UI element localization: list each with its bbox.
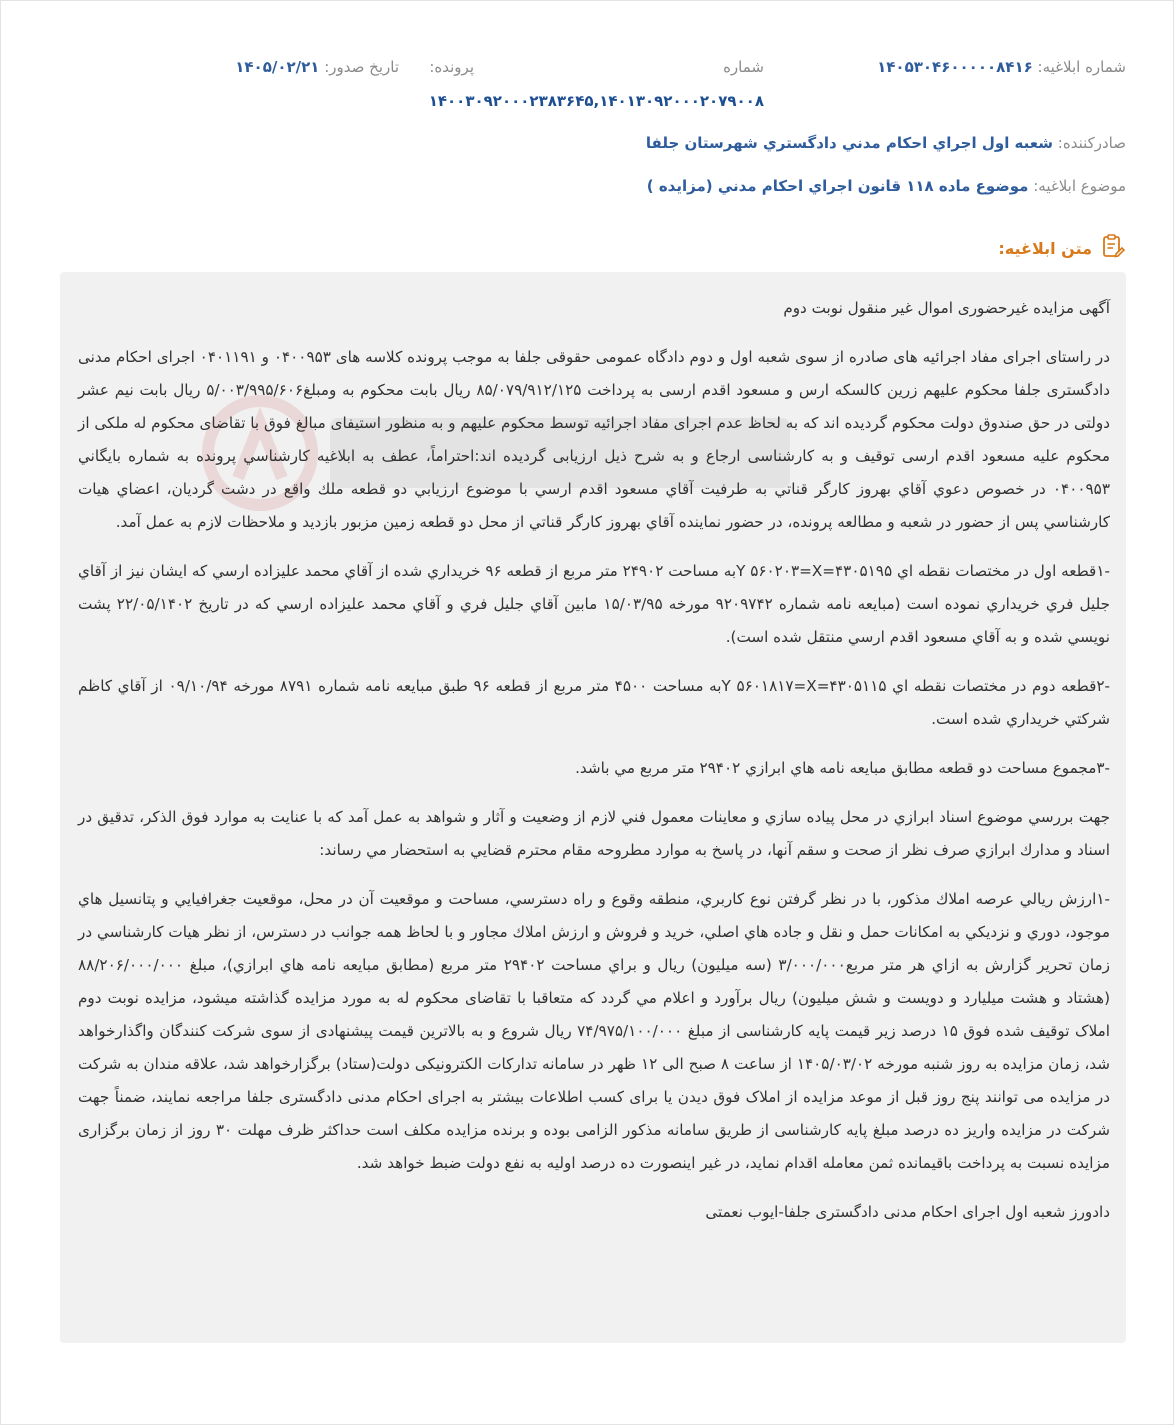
subject bbox=[647, 177, 1126, 195]
notice-text-title: متن ابلاغيه: bbox=[998, 238, 1092, 258]
case-label: پرونده: bbox=[429, 58, 474, 76]
case-numbers: ۱۴۰۰۳۰۹۲۰۰۰۲۳۸۳۶۴۵,۱۴۰۱۳۰۹۲۰۰۰۲۰۷۹۰۰۸ bbox=[428, 92, 764, 110]
paragraph-5: جهت بررسي موضوع اسناد ابرازي در محل پياده سازي و معاينات معمول فني لازم از وضعيت و آثار و شواهد به عمل آمد كه با عنايت به موارد فوق الذكر، تدقيق در اسناد و مدارك ابرازي صرف نظر از صحت و سقم آنها، در پاسخ به موارد مطروحه مقام محترم قضايي به استحضار مي رساند: bbox=[78, 808, 1110, 859]
paragraph-6: -۱ارزش ريالي عرصه املاك مذكور، با در نظر گرفتن نوع كاربري، منطقه وقوع و راه دسترسي، مساحت و موقعيت آن در محل، موقعيت جغرافيايي و پتانسيل هاي موجود، دوري و نزديكي به امكانات حمل و نقل و جاده هاي اصلي، خريد و فروش و ارزش املاك مجاور و با لحاظ همه جوانب در دسترس، از نظر هيات كارشناسي در زمان تحرير گزارش به ازاي هر متر مربع۳/۰۰۰/۰۰۰ (سه ميليون) ريال و براي مساحت ۲۹۴۰۲ متر مربع (مطابق مبايعه نامه هاي ابرازي)، مبلغ ۸۸/۲۰۶/۰۰۰/۰۰۰ (هشتاد و هشت ميليارد و دويست و شش ميليون) ريال برآورد و اعلام مي گردد که متعاقبا با تقاضای محکوم له به مورد مزایده گذاشته میشود، مزایده نوبت دوم املاک توقیف شده فوق ۱۵ درصد زیر قیمت پایه کارشناسی از مبلغ ۷۴/۹۷۵/۱۰۰/۰۰۰ ریال شروع و به بالاترین قیمت پیشنهادی از سوی شرکت کنندگان واگذارخواهد شد، زمان مزایده به روز شنبه مورخه ۱۴۰۵/۰۳/۰۲ از ساعت ۸ صبح الی ۱۲ ظهر در سامانه تدارکات الکترونیکی دولت(ستاد) برگزارخواهد شد، علاقه مندان به شرکت در مزایده می توانند پنج روز قبل از موعد مزایده از املاک فوق دیدن یا برای کسب اطلاعات بیشتر به اجرای احکام مدنی دادگستری جلفا مراجعه نمایند، ضمناً جهت شرکت در مزایده واریز ده درصد مبلغ پایه کارشناسی از طریق سامانه مذکور الزامی بوده و برنده مزایده مکلف است حداکثر ظرف مهلت ۳۰ روز از زمان برگزاری مزایده نسبت به پرداخت باقیمانده ثمن معامله اقدام نماید، در غیر اینصورت ده درصد اولیه به نفع دولت ضبط خواهد شد. bbox=[78, 890, 1110, 1172]
issue-date-value: ۱۴۰۵/۰۲/۲۱ bbox=[235, 58, 320, 76]
subject-label: موضوع ابلاغيه: bbox=[1033, 177, 1126, 195]
issue-date bbox=[235, 58, 399, 76]
document-edit-icon bbox=[1100, 233, 1126, 263]
paragraph-1: در راستای اجرای مفاد اجرائیه های صادره از سوی شعبه اول و دوم دادگاه عمومی حقوقی جلفا به موجب پرونده کلاسه های ۰۴۰۰۹۵۳ و ۰۴۰۱۱۹۱ اجرای احکام مدنی دادگستری جلفا محکوم علیهم زرین کالسکه ارس و مسعود اقدم ارسی به پرداخت ۸۵/۰۷۹/۹۱۲/۱۲۵ ریال بابت محکوم به ومبلغ۵/۰۰۳/۹۹۵/۶۰۶ ریال بابت نیم عشر دولتی در حق صندوق دولت محکوم گردیده اند که به لحاظ عدم اجرای مفاد اجرائیه توسط محکوم علیهم و به منظور استیفای مبالغ فوق با تقاضای محکوم له ملکی از محکوم علیه مسعود اقدم ارسی توقیف و به کارشناسی ارجاع و به شرح ذیل ارزیابی گردیده اند:احتراماً، عطف به ابلاغيه كارشناسي پرونده به شماره بايگاني ۰۴۰۰۹۵۳ در خصوص دعوي آقاي بهروز كارگر قناتي به طرفيت آقاي مسعود اقدم ارسي با موضوع ارزيابي دو قطعه ملك واقع در دشت گرديان، اعضاي هيات كارشناسي پس از حضور در شعبه و مطالعه پرونده، در حضور نماينده آقاي بهروز كارگر قناتي از محل دو قطعه زمين مزبور بازديد و ملاحظات لازم به عمل آمد. bbox=[78, 348, 1111, 531]
notice-heading: آگهی مزایده غیرحضوری اموال غیر منقول نوبت دوم bbox=[783, 299, 1110, 317]
paragraph-2: -۱قطعه اول در مختصات نقطه اي ۴۳۰۵۱۹۵=Y ۵۶۰۲۰۳=Xبه مساحت ۲۴۹۰۲ متر مربع از قطعه ۹۶ خريداري شده از آقاي محمد عليزاده ارسي كه ايشان نيز از آقاي جليل فري خريداري نموده است (مبايعه نامه شماره ۹۲۰۹۷۴۲ مورخه ۱۵/۰۳/۹۵ مابين آقاي جليل فري و آقاي محمد عليزاده ارسي كه در تاريخ ۲۲/۰۵/۱۴۰۲ پشت نويسي شده و به آقاي مسعود اقدم ارسي منتقل شده است). bbox=[78, 562, 1110, 646]
issuer-value: شعبه اول اجراي احكام مدني دادگستري شهرستان جلفا bbox=[645, 134, 1053, 152]
issue-date-label: تاريخ صدور: bbox=[324, 58, 399, 76]
subject-value: موضوع ماده ۱۱۸ قانون اجراي احكام مدني (مزايده ) bbox=[646, 177, 1029, 195]
signature: دادورز شعبه اول اجرای احکام مدنی دادگستری جلفا-ایوب نعمتی bbox=[705, 1203, 1110, 1221]
paragraph-3: -۲قطعه دوم در مختصات نقطه اي ۴۳۰۵۱۱۵=Y ۵۶۰۱۸۱۷=Xبه مساحت ۴۵۰۰ متر مربع از قطعه ۹۶ طبق مبايعه نامه شماره ۸۷۹۱ مورخه ۰۹/۱۰/۹۴ از آقاي كاظم شركتي خريداري شده است. bbox=[78, 677, 1110, 728]
notice-text-heading bbox=[998, 233, 1126, 263]
paragraph-4: -۳مجموع مساحت دو قطعه مطابق مبايعه نامه هاي ابرازي ۲۹۴۰۲ متر مربع مي باشد. bbox=[575, 759, 1110, 777]
notice-number-label: شماره ابلاغيه: bbox=[1037, 58, 1126, 76]
issuer bbox=[646, 134, 1126, 152]
notice-body bbox=[78, 292, 1110, 1245]
notice-number bbox=[877, 58, 1126, 76]
issuer-label: صادرکننده: bbox=[1057, 134, 1126, 152]
notice-number-value: ۱۴۰۵۳۰۴۶۰۰۰۰۰۸۴۱۶ bbox=[877, 58, 1033, 76]
number-label: شماره bbox=[723, 58, 764, 76]
